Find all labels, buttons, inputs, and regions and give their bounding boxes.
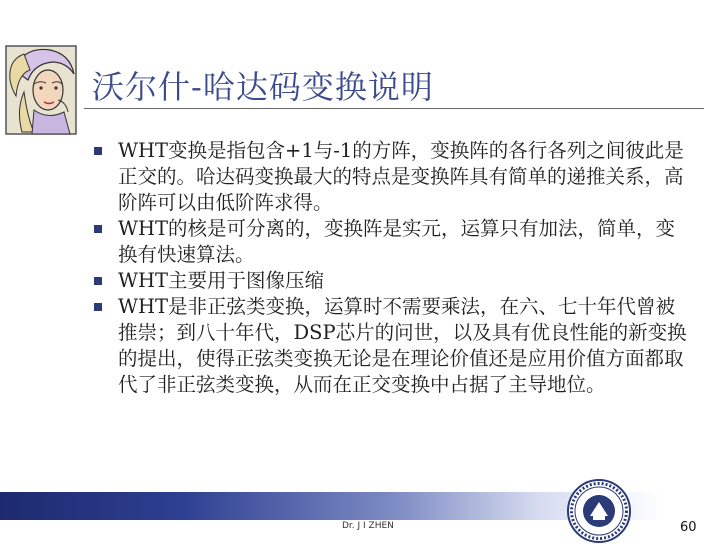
square-bullet-icon xyxy=(94,147,102,155)
square-bullet-icon xyxy=(94,225,102,233)
university-seal-icon xyxy=(566,478,632,544)
square-bullet-icon xyxy=(94,303,102,311)
bullet-text: WHT主要用于图像压缩 xyxy=(118,269,325,292)
page-number: 60 xyxy=(680,520,697,535)
bullet-text: WHT变换是指包含+1与-1的方阵，变换阵的各行各列之间彼此是正交的。哈达码变换最大的特点是变换阵具有简单的递推关系，高阶阵可以由低阶阵求得。 xyxy=(118,139,684,214)
slide-title: 沃尔什-哈达码变换说明 xyxy=(92,68,434,106)
bullet-item xyxy=(92,294,692,398)
bullet-item xyxy=(92,216,692,268)
title-divider xyxy=(84,108,704,109)
bullet-list xyxy=(92,138,692,398)
footer-author: Dr. J I ZHEN xyxy=(342,521,394,531)
bullet-text: WHT是非正弦类变换，运算时不需要乘法，在六、七十年代曾被推崇；到八十年代，DSP芯片的问世，以及具有优良性能的新变换的提出，使得正弦类变换无论是在理论价值还是应用价值方面都取代了非正弦类变换，从而在正交变换中占据了主导地位。 xyxy=(118,295,687,396)
bullet-item xyxy=(92,138,692,216)
portrait-logo-icon xyxy=(4,40,84,140)
bullet-text: WHT的核是可分离的，变换阵是实元，运算只有加法，简单，变换有快速算法。 xyxy=(118,217,676,266)
square-bullet-icon xyxy=(94,277,102,285)
bullet-item xyxy=(92,268,692,294)
